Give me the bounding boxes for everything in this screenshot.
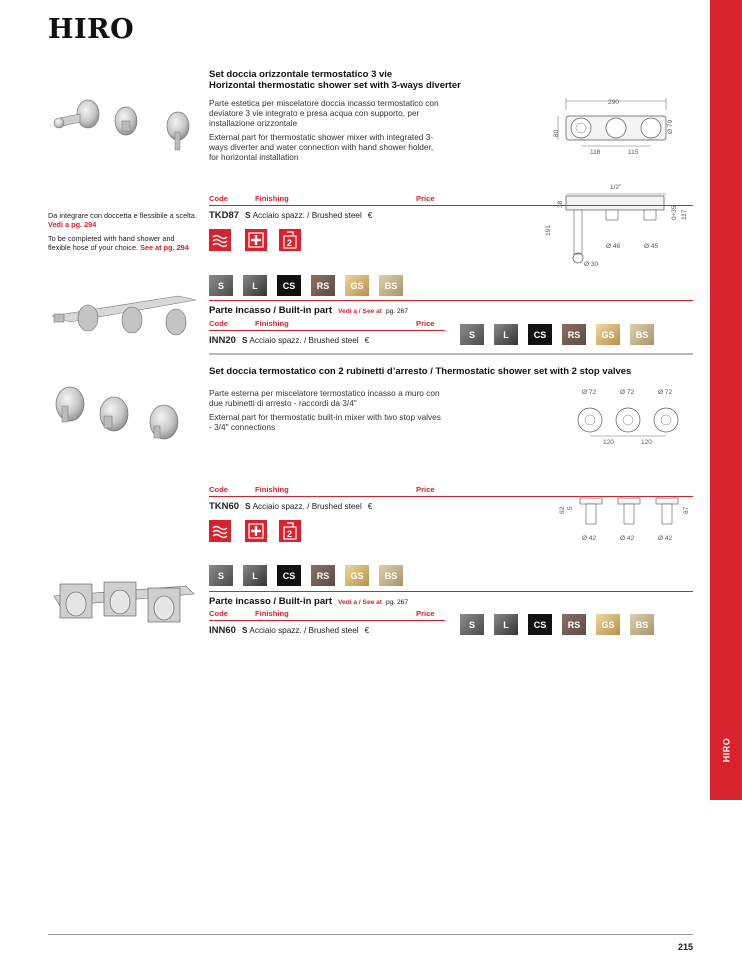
svg-text:2: 2 — [287, 238, 293, 248]
thermostatic-waves-icon — [209, 520, 231, 542]
finishing-header-3: Finishing — [255, 485, 289, 494]
price-euro: € — [364, 336, 370, 345]
tech-drawing-side-tkd87 — [540, 182, 688, 272]
section1-desc-it: Parte estetica per miscelatore doccia incasso termostatico con deviatore 3 vie integrato e presa acqua con supporto, per installazione orizzontale — [209, 98, 439, 129]
swatch-s[interactable]: S — [460, 324, 484, 345]
svg-text:Ø 42: Ø 42 — [620, 535, 635, 542]
side-tab — [710, 0, 742, 800]
swatch-gs[interactable]: GS — [345, 565, 369, 586]
tech-drawing-front-tkn60 — [570, 384, 688, 448]
see-at-link[interactable]: Vedi a / See at — [338, 599, 382, 606]
price-euro: € — [367, 502, 373, 511]
svg-text:Ø 72: Ø 72 — [620, 389, 635, 396]
finish-swatches-1 — [209, 275, 403, 296]
code-header-4: Code — [209, 609, 228, 618]
product-code: INN20 — [209, 335, 236, 346]
svg-text:Ø 42: Ø 42 — [658, 535, 673, 542]
finish-swatches-3 — [209, 565, 403, 586]
two-outlets-icon — [279, 520, 301, 542]
swatch-rs[interactable]: RS — [562, 614, 586, 635]
finishing-header-4: Finishing — [255, 609, 289, 618]
svg-text:118: 118 — [590, 149, 601, 156]
finishing-header-2: Finishing — [255, 319, 289, 328]
red-divider — [209, 620, 445, 621]
svg-text:80: 80 — [553, 129, 560, 137]
swatch-s[interactable]: S — [209, 565, 233, 586]
swatch-s[interactable]: S — [460, 614, 484, 635]
product-row-inn20: INN20 S Acciaio spazz. / Brushed steel € — [209, 335, 370, 346]
swatch-rs[interactable]: RS — [311, 275, 335, 296]
svg-text:62: 62 — [559, 506, 566, 514]
builtin-image-inn60 — [48, 572, 198, 632]
swatch-gs[interactable]: GS — [596, 614, 620, 635]
code-header-2: Code — [209, 319, 228, 328]
svg-text:5: 5 — [567, 506, 574, 510]
price-header-4: Price — [416, 609, 435, 618]
swatch-gs[interactable]: GS — [596, 324, 620, 345]
red-divider — [209, 205, 693, 206]
see-at-link[interactable]: Vedi a / See at — [338, 308, 382, 315]
builtin-title-2: Parte incasso / Built-in part Vedi a / See at pg. 267 — [209, 596, 408, 607]
section2-desc-en: External part for thermostatic built-in mixer with two stop valves - 3/4" connections — [209, 412, 441, 433]
swatch-l[interactable]: L — [243, 275, 267, 296]
product-image-tkd87 — [48, 96, 198, 156]
diverter-cross-icon — [245, 229, 267, 251]
swatch-rs[interactable]: RS — [311, 565, 335, 586]
swatch-l[interactable]: L — [494, 324, 518, 345]
swatch-cs[interactable]: CS — [277, 565, 301, 586]
see-page-link-en[interactable]: See at pg. 294 — [140, 243, 189, 253]
svg-text:290: 290 — [608, 99, 619, 106]
product-row-tkn60: TKN60 S Acciaio spazz. / Brushed steel € — [209, 501, 373, 512]
finish-swatches-4 — [460, 614, 654, 635]
red-divider — [209, 300, 693, 301]
price-euro: € — [364, 626, 370, 635]
footer-divider — [48, 934, 693, 935]
product-image-tkn60 — [48, 382, 198, 442]
page-number: 215 — [677, 942, 693, 952]
svg-text:Ø 46: Ø 46 — [606, 243, 621, 250]
finish-name: Acciaio spazz. / Brushed steel — [249, 626, 359, 635]
see-page-link[interactable]: Vedi a pg. 294 — [48, 220, 97, 230]
section2-desc-it: Parte esterna per miscelatore termostatico incasso a muro con due rubinetti di arresto - raccordi da 3/4" — [209, 388, 440, 409]
price-header-2: Price — [416, 319, 435, 328]
side-tab-label: HIRO — [721, 737, 731, 763]
finish-name: Acciaio spazz. / Brushed steel — [252, 211, 362, 220]
svg-text:120: 120 — [641, 439, 652, 446]
svg-text:2: 2 — [287, 529, 293, 539]
swatch-cs[interactable]: CS — [528, 324, 552, 345]
swatch-cs[interactable]: CS — [528, 614, 552, 635]
finish-name: Acciaio spazz. / Brushed steel — [252, 502, 362, 511]
finishing-header-1: Finishing — [255, 194, 289, 203]
diverter-cross-icon — [245, 520, 267, 542]
section-divider — [209, 353, 693, 355]
swatch-bs[interactable]: BS — [630, 614, 654, 635]
tech-drawing-side-tkn60 — [548, 492, 688, 544]
thermostatic-waves-icon — [209, 229, 231, 251]
svg-text:Ø 45: Ø 45 — [644, 243, 659, 250]
swatch-gs[interactable]: GS — [345, 275, 369, 296]
swatch-bs[interactable]: BS — [630, 324, 654, 345]
svg-text:Ø 72: Ø 72 — [582, 389, 597, 396]
code-header-3: Code — [209, 485, 228, 494]
svg-text:Ø 70: Ø 70 — [667, 119, 674, 134]
swatch-bs[interactable]: BS — [379, 565, 403, 586]
svg-text:191: 191 — [545, 225, 552, 236]
product-row-tkd87: TKD87 S Acciaio spazz. / Brushed steel € — [209, 210, 373, 221]
product-code: INN60 — [209, 625, 236, 636]
svg-text:115: 115 — [628, 149, 639, 156]
product-code: TKD87 — [209, 210, 240, 221]
finish-swatches-2 — [460, 324, 654, 345]
svg-text:Ø 42: Ø 42 — [582, 535, 597, 542]
svg-text:0÷35: 0÷35 — [671, 205, 678, 220]
two-outlets-icon — [279, 229, 301, 251]
side-note-en: To be completed with hand shower and flexible hose of your choice. See at pg. 294 — [48, 234, 189, 253]
red-divider — [209, 591, 693, 592]
section1-title-it: Set doccia orizzontale termostatico 3 vie — [209, 69, 393, 80]
price-euro: € — [367, 211, 373, 220]
price-header-1: Price — [416, 194, 435, 203]
section1-title-en: Horizontal thermostatic shower set with 3-ways diverter — [209, 80, 461, 91]
swatch-l[interactable]: L — [494, 614, 518, 635]
code-header-1: Code — [209, 194, 228, 203]
svg-text:1/2": 1/2" — [610, 184, 622, 191]
finish-name: Acciaio spazz. / Brushed steel — [249, 336, 359, 345]
builtin-title-1: Parte incasso / Built-in part Vedi a / See at pg. 267 — [209, 305, 408, 316]
swatch-l[interactable]: L — [243, 565, 267, 586]
product-row-inn60: INN60 S Acciaio spazz. / Brushed steel € — [209, 625, 370, 636]
swatch-bs[interactable]: BS — [379, 275, 403, 296]
builtin-image-inn20 — [48, 288, 198, 346]
section1-desc-en: External part for thermostatic shower mixer with integrated 3-ways diverter and water connection with hand shower holder, for horizontal installation — [209, 132, 434, 163]
svg-text:Ø 30: Ø 30 — [584, 261, 599, 268]
red-divider — [209, 330, 445, 331]
swatch-s[interactable]: S — [209, 275, 233, 296]
product-code: TKN60 — [209, 501, 240, 512]
brand-title: HIRO — [48, 14, 135, 45]
side-note-it: Da integrare con doccetta e flessibile a scelta. Vedi a pg. 294 — [48, 211, 197, 230]
price-header-3: Price — [416, 485, 435, 494]
swatch-cs[interactable]: CS — [277, 275, 301, 296]
section2-title: Set doccia termostatico con 2 rubinetti d’arresto / Thermostatic shower set with 2 stop valves — [209, 366, 632, 377]
tech-drawing-front-tkd87 — [548, 96, 688, 160]
red-divider — [209, 496, 693, 497]
svg-text:117: 117 — [681, 209, 688, 220]
svg-text:Ø 72: Ø 72 — [658, 389, 673, 396]
svg-text:67: 67 — [683, 506, 690, 514]
svg-text:120: 120 — [603, 439, 614, 446]
swatch-rs[interactable]: RS — [562, 324, 586, 345]
